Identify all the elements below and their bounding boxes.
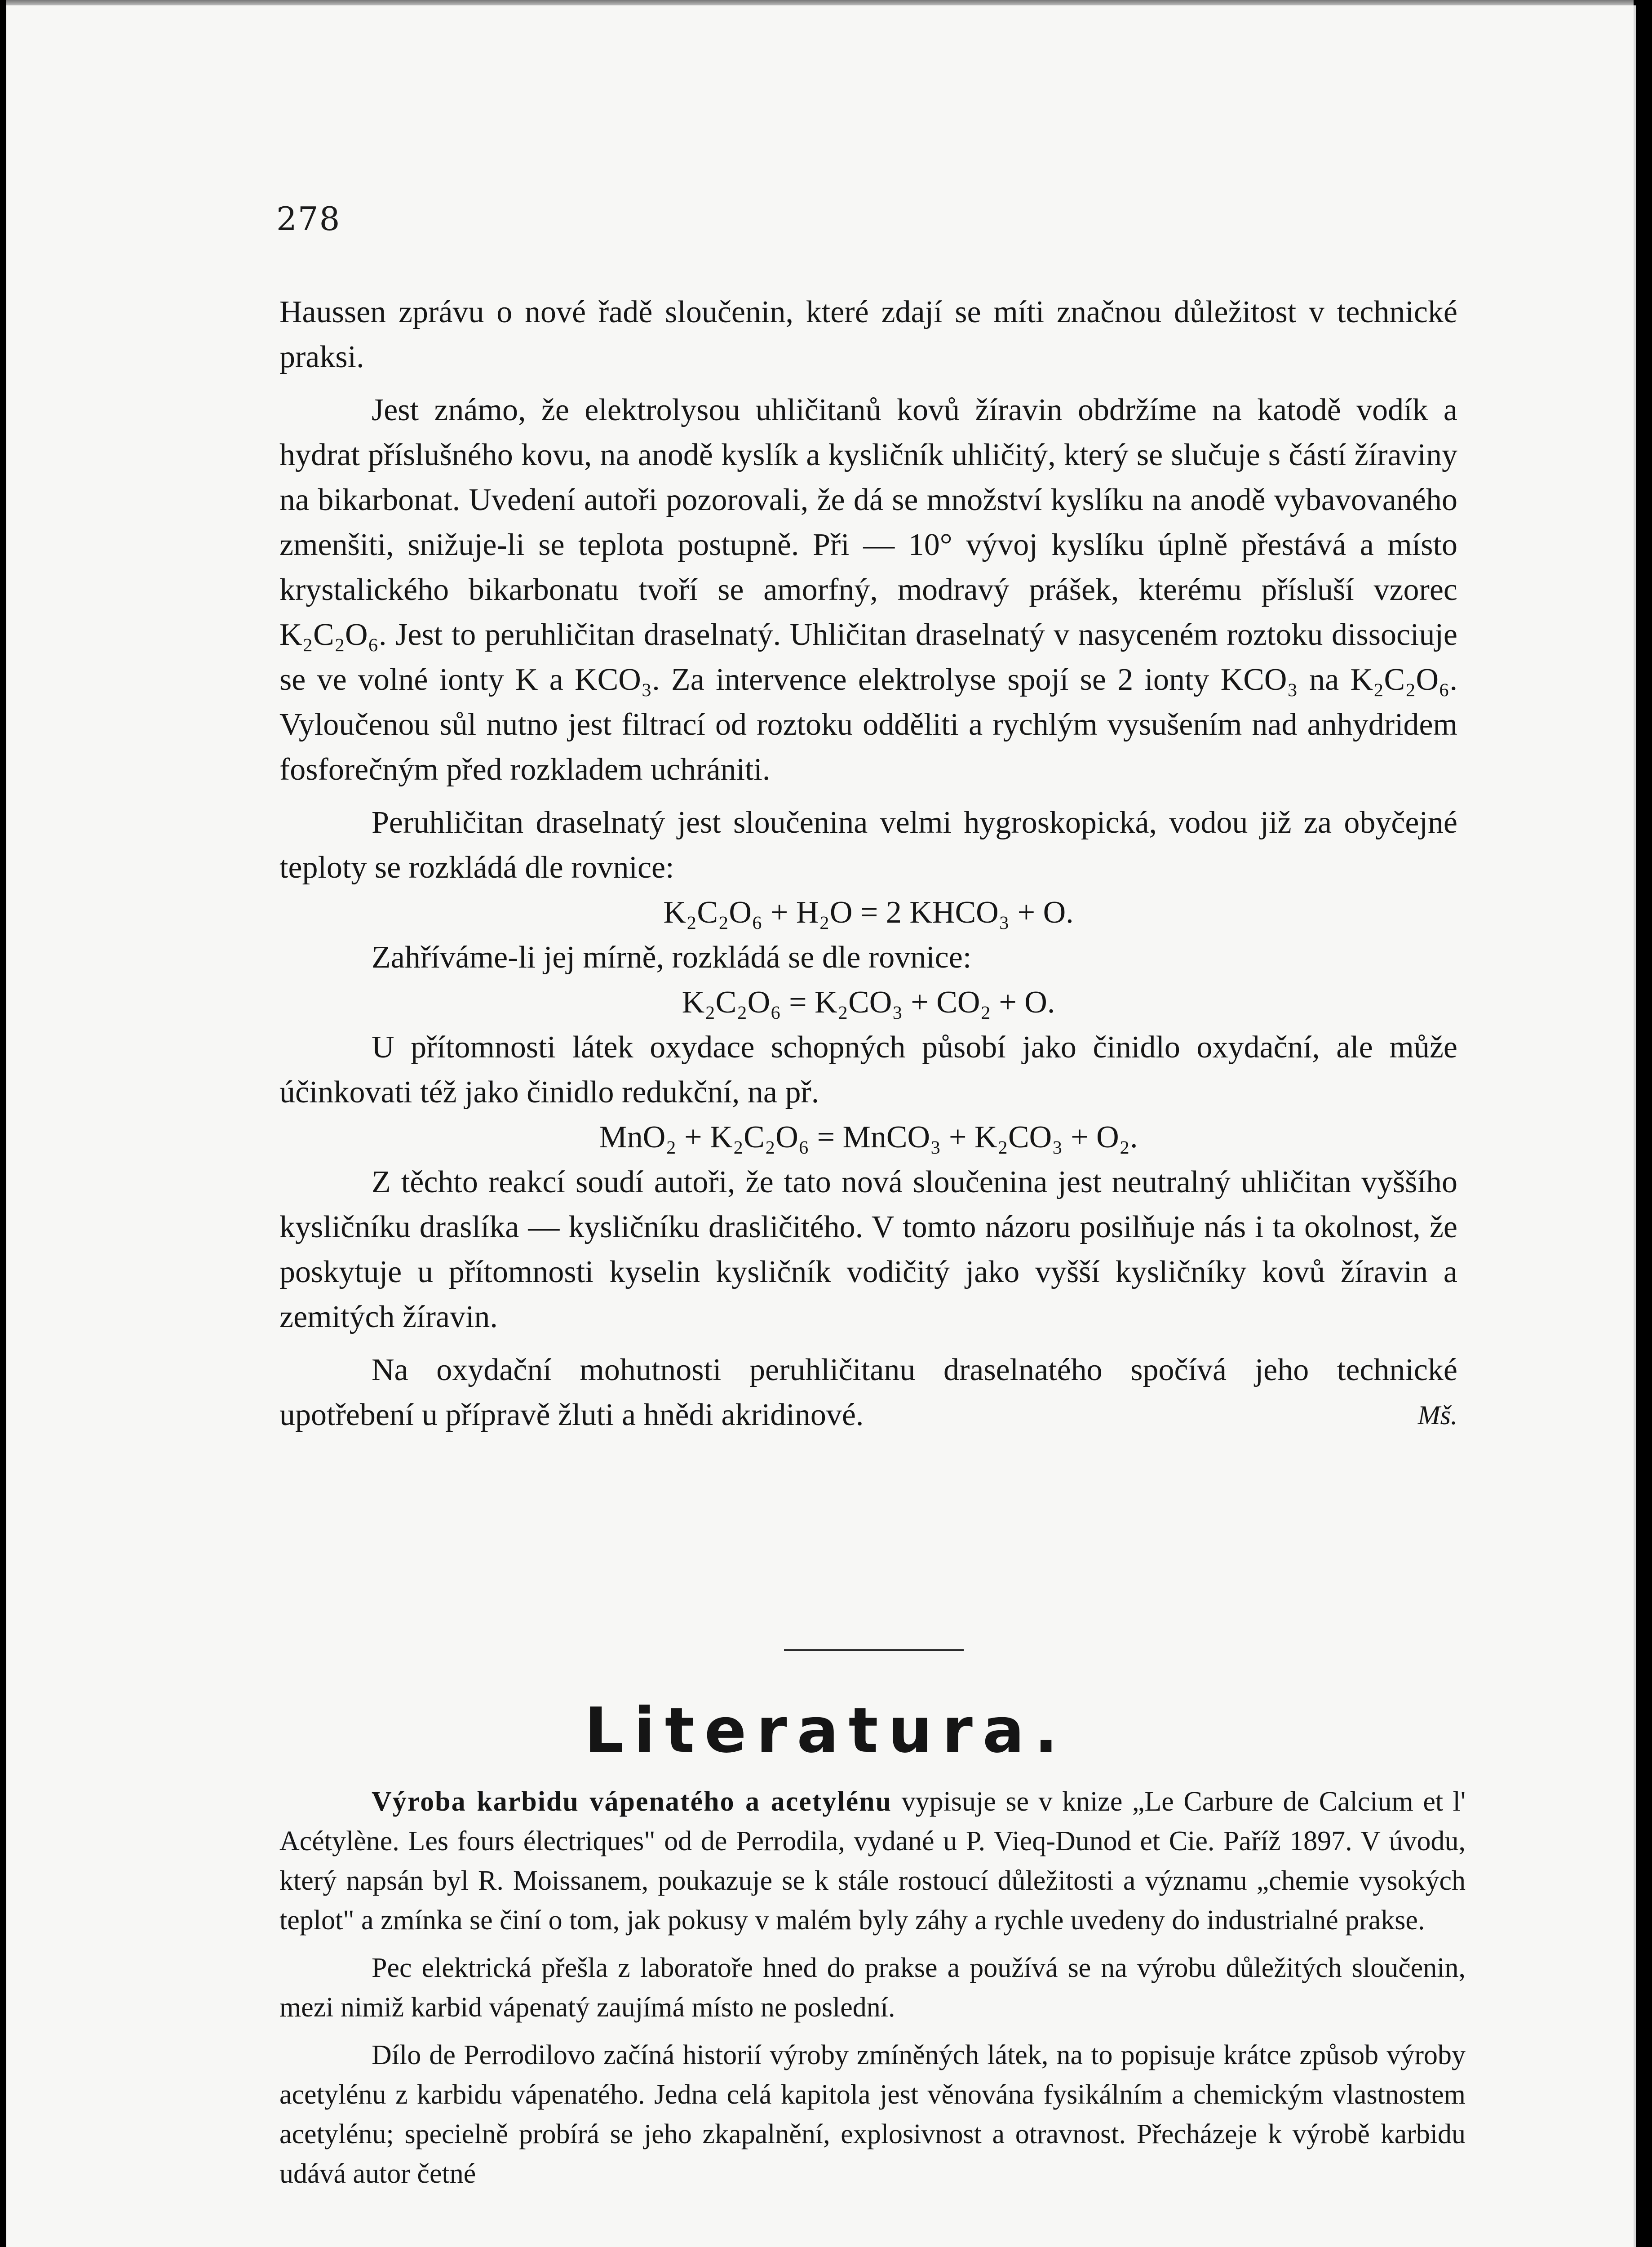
paragraph-heating: Zahříváme-li jej mírně, rozkládá se dle rovnice: <box>372 940 972 975</box>
literatura-paragraph-3: Dílo de Perrodilovo začíná historií výroby zmíněných látek, na to popisuje krátce způsob výroby acetylénu z karbidu vápenatého. Jedna celá kapitola jest věnována fysikálním a chemickým vlastnostem acetylénu; specielně probírá se jeho zkapalnění, explosivnost a otravnost. Přecházeje k výrobě karbidu udává autor četné <box>279 2040 1466 2189</box>
intro-paragraph: Haussen zprávu o nové řadě sloučenin, které zdají se míti značnou důležitost v technické praksi. <box>279 295 1457 374</box>
equation-hydrolysis: K₂C₂O₆ + H₂O = 2 KHCO₃ + O. <box>663 895 1074 930</box>
paragraph-oxidation: U přítomnosti látek oxydace schopných působí jako činidlo oxydační, ale může účinkovati též jako činidlo redukční, na př. <box>279 1030 1457 1110</box>
page-number: 278 <box>276 200 341 238</box>
paragraph-conclusion: Z těchto reakcí soudí autoři, že tato nová sloučenina jest neutralný uhličitan vyššího kysličníku draslíka — kysličníku drasličitého. V tomto názoru posilňuje nás i ta okolnost, že poskytuje u přítomnosti kyselin kysličník vodičitý jako vyšší kysličníky kovů žíravin a zemitých žíravin. <box>279 1165 1457 1334</box>
paragraph-hygroscopic: Peruhličitan draselnatý jest sloučenina velmi hygroskopická, vodou již za obyčejné teploty se rozkládá dle rovnice: <box>279 805 1457 885</box>
article-body <box>279 290 1457 1438</box>
literatura-paragraph-1 <box>279 1782 1466 1940</box>
literatura-paragraph-2: Pec elektrická přešla z laboratoře hned do prakse a používá se na výrobu důležitých sloučenin, mezi nimiž karbid vápenatý zaujímá místo ne poslední. <box>279 1953 1466 2023</box>
section-divider <box>784 1649 964 1651</box>
literatura-body <box>279 1782 1466 2194</box>
equation-decomposition: K₂C₂O₆ = K₂CO₃ + CO₂ + O. <box>682 985 1055 1020</box>
equation-manganese: MnO₂ + K₂C₂O₆ = MnCO₃ + K₂CO₃ + O₂. <box>599 1120 1138 1155</box>
application-text: Na oxydační mohutnosti peruhličitanu draselnatého spočívá jeho technické upotřebení u přípravě žluti a hnědi akridinové. <box>279 1353 1457 1432</box>
section-heading-literatura: Literatura. <box>584 1694 1068 1767</box>
paragraph-electrolysis: Jest známo, že elektrolysou uhličitanů kovů žíravin obdržíme na katodě vodík a hydrat příslušného kovu, na anodě kyslík a kysličník uhličitý, který se slučuje s částí žíraviny na bikarbonat. Uvedení autoři pozorovali, že dá se množství kyslíku na anodě vybavovaného zmenšiti, snižuje-li se teplota postupně. Při — 10° vývoj kyslíku úplně přestává a místo krystalického bikarbonatu tvoří se amorfný, modravý prášek, kterému přísluší vzorec K₂C₂O₆. Jest to peruhličitan draselnatý. Uhličitan draselnatý v nasyceném roztoku dissociuje se ve volné ionty K a KCO₃. Za intervence elektrolyse spojí se 2 ionty KCO₃ na K₂C₂O₆. Vyloučenou sůl nutno jest filtrací od roztoku odděliti a rychlým vysušením nad anhydridem fosforečným před rozkladem uchrániti. <box>279 393 1457 787</box>
book-title-lead: Výroba karbidu vápenatého a acetylénu <box>372 1786 892 1817</box>
author-signature: Mš. <box>1417 1400 1457 1430</box>
paragraph-application <box>279 1348 1457 1438</box>
literatura-paragraph-1-text: vypisuje se v knize „Le Carbure de Calcium et l' Acétylène. Les fours électriques" od de Perrodila, vydané u P. Vieq-Dunod et Cie. Paříž 1897. V úvodu, který napsán byl R. Moissanem, poukazuje se k stále rostoucí důležitosti a významu „chemie vysokých teplot" a zmínka se činí o tom, jak pokusy v malém byly záhy a rychle uvedeny do industrialné prakse. <box>279 1786 1466 1936</box>
